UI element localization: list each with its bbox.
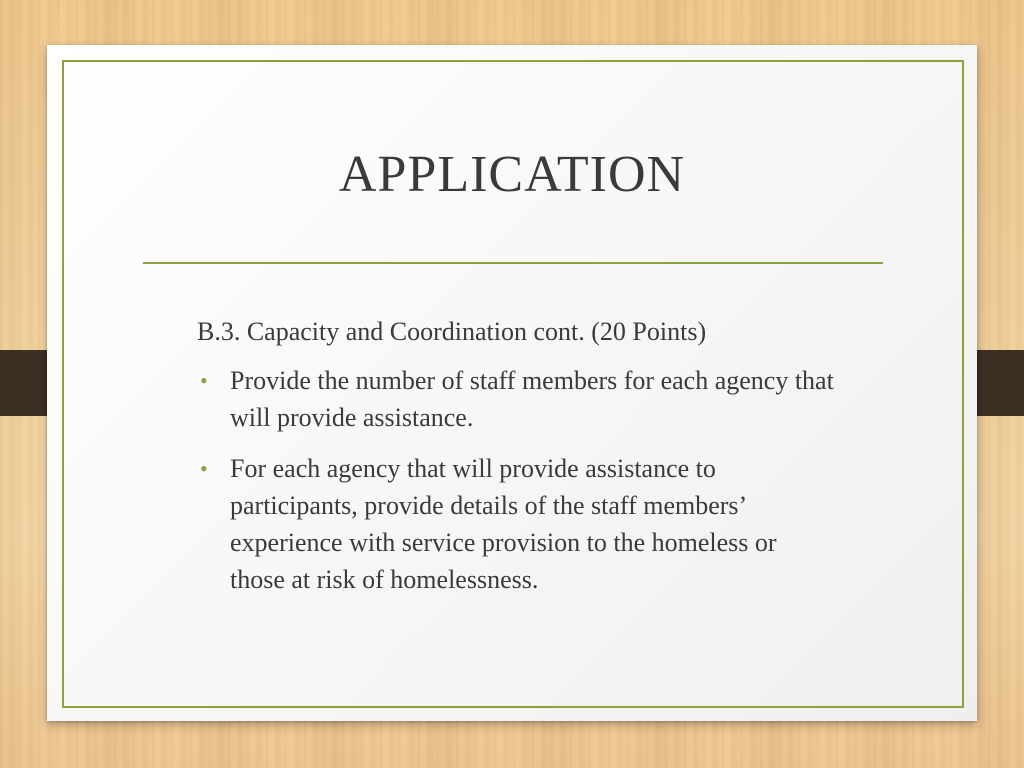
slide-body	[197, 313, 837, 612]
bullet-text: Provide the number of staff members for each agency that will provide assistance.	[230, 366, 834, 432]
bullet-text: For each agency that will provide assistance to participants, provide details of the staff members’ experience with service provision to the homeless or those at risk of homelessness.	[230, 454, 777, 594]
bullet-item	[197, 450, 837, 598]
bullet-list	[197, 362, 837, 598]
slide-card	[47, 45, 977, 721]
bullet-icon: •	[200, 456, 208, 481]
bullet-item	[197, 362, 837, 436]
section-heading: B.3. Capacity and Coordination cont. (20 Points)	[197, 317, 707, 346]
bullet-icon: •	[200, 368, 208, 393]
slide-title: APPLICATION	[338, 146, 686, 203]
title-divider	[143, 262, 883, 264]
